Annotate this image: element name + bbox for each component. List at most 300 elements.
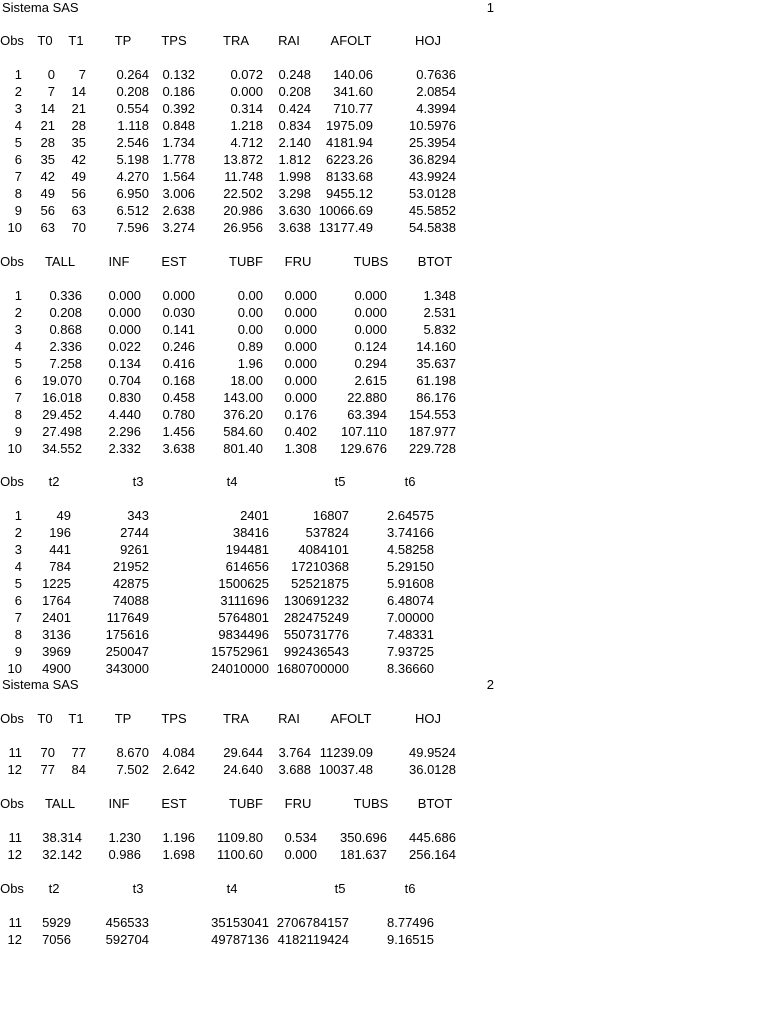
table-cell: 7.48331 xyxy=(387,627,434,642)
table-cell: 35153041 xyxy=(211,915,269,930)
table-header-row xyxy=(0,711,470,728)
table-cell: 0.000 xyxy=(108,322,141,337)
table-row xyxy=(0,135,470,152)
table-cell: 2.140 xyxy=(278,135,311,150)
column-header: TALL xyxy=(44,796,76,811)
column-header: TUBS xyxy=(353,796,389,811)
table-cell: 5 xyxy=(14,135,22,150)
table-cell: 1.218 xyxy=(230,118,263,133)
table-cell: 2.296 xyxy=(108,424,141,439)
table-cell: 2 xyxy=(14,84,22,99)
table-cell: 63 xyxy=(71,203,86,218)
table-cell: 175616 xyxy=(105,627,149,642)
table-header-row xyxy=(0,474,470,491)
table-cell: 10 xyxy=(7,220,22,235)
table-cell: 11239.09 xyxy=(319,745,373,760)
page-number: 1 xyxy=(486,0,494,15)
table-cell: 9261 xyxy=(120,542,149,557)
table-cell: 107.110 xyxy=(340,424,387,439)
table-cell: 7.258 xyxy=(49,356,82,371)
table-cell: 19.070 xyxy=(42,373,82,388)
table-row xyxy=(0,67,470,84)
table-cell: 0.834 xyxy=(278,118,311,133)
table-cell: 2.336 xyxy=(49,339,82,354)
table-cell: 29.452 xyxy=(42,407,82,422)
table-cell: 8 xyxy=(14,407,22,422)
table-cell: 0.000 xyxy=(354,305,387,320)
table-cell: 0.416 xyxy=(162,356,195,371)
table-cell: 63.394 xyxy=(347,407,387,422)
table-row xyxy=(0,508,470,525)
page-number: 2 xyxy=(486,677,494,692)
table-cell: 5.198 xyxy=(116,152,149,167)
table-cell: 9455.12 xyxy=(326,186,373,201)
table-cell: 11 xyxy=(8,915,22,930)
table-cell: 2.531 xyxy=(423,305,456,320)
table-cell: 15752961 xyxy=(211,644,269,659)
table-cell: 0.392 xyxy=(162,101,195,116)
table-cell: 350.696 xyxy=(340,830,387,845)
table-row xyxy=(0,932,470,949)
table-cell: 0.072 xyxy=(230,67,263,82)
table-cell: 9 xyxy=(14,424,22,439)
table-cell: 1225 xyxy=(42,576,71,591)
table-cell: 17210368 xyxy=(291,559,349,574)
table-cell: 4.58258 xyxy=(387,542,434,557)
table-cell: 1500625 xyxy=(218,576,269,591)
table-cell: 3.274 xyxy=(162,220,195,235)
table-cell: 1.456 xyxy=(162,424,195,439)
table-cell: 0.000 xyxy=(162,288,195,303)
table-cell: 3.298 xyxy=(278,186,311,201)
table-cell: 11 xyxy=(8,745,22,760)
table-cell: 8 xyxy=(14,186,22,201)
table-cell: 10066.69 xyxy=(318,203,373,218)
table-cell: 4181.94 xyxy=(326,135,373,150)
table-cell: 2401 xyxy=(42,610,71,625)
table-cell: 24010000 xyxy=(211,661,269,676)
table-cell: 0.248 xyxy=(278,67,311,82)
table-cell: 3.006 xyxy=(162,186,195,201)
table-cell: 28 xyxy=(40,135,55,150)
table-cell: 0.186 xyxy=(162,84,195,99)
table-cell: 4.084 xyxy=(162,745,195,760)
table-cell: 3.764 xyxy=(278,745,311,760)
table-row xyxy=(0,220,470,237)
table-cell: 2.332 xyxy=(108,441,141,456)
table-cell: 592704 xyxy=(105,932,149,947)
table-cell: 53.0128 xyxy=(409,186,456,201)
table-cell: 1.196 xyxy=(162,830,195,845)
table-cell: 4.3994 xyxy=(416,101,456,116)
table-cell: 49 xyxy=(40,186,55,201)
column-header: t5 xyxy=(334,881,346,896)
table-cell: 42875 xyxy=(112,576,149,591)
table-cell: 13.872 xyxy=(223,152,263,167)
table-cell: 1764 xyxy=(42,593,71,608)
table-cell: 6.512 xyxy=(116,203,149,218)
table-row xyxy=(0,288,470,305)
table-cell: 1109.80 xyxy=(216,830,263,845)
table-cell: 38.314 xyxy=(42,830,82,845)
table-cell: 537824 xyxy=(305,525,349,540)
table-cell: 5.29150 xyxy=(387,559,434,574)
column-header: AFOLT xyxy=(330,33,372,48)
column-header: AFOLT xyxy=(330,711,372,726)
table-cell: 11.748 xyxy=(224,169,263,184)
table-cell: 1.998 xyxy=(278,169,311,184)
table-cell: 86.176 xyxy=(416,390,456,405)
table-cell: 0 xyxy=(47,67,55,82)
table-cell: 16807 xyxy=(312,508,349,523)
table-cell: 21 xyxy=(71,101,86,116)
table-cell: 0.208 xyxy=(116,84,149,99)
column-header: TP xyxy=(114,33,132,48)
table-cell: 84 xyxy=(71,762,86,777)
table-cell: 3.638 xyxy=(162,441,195,456)
table-cell: 10 xyxy=(7,661,22,676)
table-cell: 0.89 xyxy=(237,339,263,354)
page-header xyxy=(0,0,500,17)
table-row xyxy=(0,339,470,356)
table-cell: 0.000 xyxy=(284,288,317,303)
column-header: T0 xyxy=(37,711,53,726)
table-cell: 7.00000 xyxy=(387,610,434,625)
table-cell: 26.956 xyxy=(223,220,263,235)
table-cell: 710.77 xyxy=(333,101,373,116)
table-cell: 614656 xyxy=(225,559,269,574)
table-cell: 3.74166 xyxy=(387,525,434,540)
table-cell: 36.8294 xyxy=(409,152,456,167)
table-cell: 784 xyxy=(49,559,71,574)
table-row xyxy=(0,305,470,322)
table-cell: 22.880 xyxy=(347,390,387,405)
table-cell: 32.142 xyxy=(42,847,82,862)
table-cell: 0.208 xyxy=(49,305,82,320)
column-header: TRA xyxy=(223,711,249,726)
table-cell: 9834496 xyxy=(218,627,269,642)
table-row xyxy=(0,847,470,864)
table-cell: 24.640 xyxy=(223,762,263,777)
table-cell: 5764801 xyxy=(218,610,269,625)
table-cell: 74088 xyxy=(112,593,149,608)
table-cell: 1.698 xyxy=(162,847,195,862)
table-cell: 2744 xyxy=(120,525,149,540)
table-cell: 49787136 xyxy=(211,932,269,947)
table-cell: 61.198 xyxy=(416,373,456,388)
column-header: TUBF xyxy=(229,254,263,269)
table-cell: 35 xyxy=(40,152,55,167)
table-cell: 5.832 xyxy=(423,322,456,337)
table-cell: 22.502 xyxy=(223,186,263,201)
table-cell: 4900 xyxy=(42,661,71,676)
column-header: t5 xyxy=(334,474,346,489)
table-cell: 42 xyxy=(40,169,55,184)
column-header: Obs xyxy=(0,474,24,489)
table-cell: 250047 xyxy=(105,644,149,659)
table-cell: 1.734 xyxy=(162,135,195,150)
table-cell: 282475249 xyxy=(283,610,349,625)
table-cell: 140.06 xyxy=(333,67,373,82)
table-cell: 376.20 xyxy=(223,407,263,422)
table-cell: 1.348 xyxy=(423,288,456,303)
column-header: Obs xyxy=(0,881,24,896)
table-cell: 7 xyxy=(78,67,86,82)
column-header: TP xyxy=(114,711,132,726)
table-row xyxy=(0,441,470,458)
table-cell: 8 xyxy=(14,627,22,642)
column-header: HOJ xyxy=(415,711,441,726)
table-cell: 20.986 xyxy=(223,203,263,218)
table-cell: 3 xyxy=(14,322,22,337)
table-cell: 550731776 xyxy=(283,627,349,642)
table-row xyxy=(0,610,470,627)
table-cell: 5929 xyxy=(42,915,71,930)
table-cell: 194481 xyxy=(225,542,269,557)
table-cell: 1.118 xyxy=(117,118,149,133)
column-header: INF xyxy=(108,254,130,269)
table-cell: 4182119424 xyxy=(277,932,349,947)
table-header-row xyxy=(0,796,470,813)
table-cell: 801.40 xyxy=(223,441,263,456)
table-row xyxy=(0,424,470,441)
table-cell: 12 xyxy=(7,932,22,947)
table-cell: 0.000 xyxy=(108,288,141,303)
column-header: EST xyxy=(161,796,187,811)
table-cell: 45.5852 xyxy=(409,203,456,218)
table-cell: 9 xyxy=(14,203,22,218)
column-header: t3 xyxy=(132,474,144,489)
table-cell: 0.7636 xyxy=(416,67,456,82)
table-cell: 0.868 xyxy=(49,322,82,337)
table-cell: 0.000 xyxy=(284,356,317,371)
table-cell: 34.552 xyxy=(42,441,82,456)
table-cell: 8133.68 xyxy=(326,169,373,184)
column-header: T1 xyxy=(68,33,84,48)
table-cell: 4 xyxy=(14,559,22,574)
table-row xyxy=(0,373,470,390)
column-header: TPS xyxy=(161,33,187,48)
table-cell: 3.630 xyxy=(278,203,311,218)
table-cell: 0.176 xyxy=(284,407,317,422)
table-cell: 0.134 xyxy=(108,356,141,371)
column-header: t2 xyxy=(48,474,60,489)
table-cell: 196 xyxy=(49,525,71,540)
column-header: TUBF xyxy=(229,796,263,811)
table-cell: 9.16515 xyxy=(387,932,434,947)
table-row xyxy=(0,322,470,339)
column-header: FRU xyxy=(284,796,312,811)
table-cell: 456533 xyxy=(105,915,149,930)
table-cell: 2.638 xyxy=(162,203,195,218)
table-cell: 0.141 xyxy=(162,322,195,337)
table-cell: 0.780 xyxy=(162,407,195,422)
table-cell: 13177.49 xyxy=(318,220,373,235)
table-cell: 11 xyxy=(8,830,22,845)
table-cell: 2706784157 xyxy=(276,915,349,930)
column-header: T1 xyxy=(68,711,84,726)
table-cell: 2 xyxy=(14,525,22,540)
table-row xyxy=(0,830,470,847)
column-header: EST xyxy=(161,254,187,269)
table-cell: 14 xyxy=(40,101,55,116)
column-header: FRU xyxy=(284,254,312,269)
table-cell: 3 xyxy=(14,542,22,557)
table-row xyxy=(0,356,470,373)
table-cell: 0.132 xyxy=(162,67,195,82)
table-cell: 7.596 xyxy=(116,220,149,235)
table-cell: 130691232 xyxy=(283,593,349,608)
table-cell: 1.778 xyxy=(162,152,195,167)
table-cell: 1.308 xyxy=(284,441,317,456)
column-header: TPS xyxy=(161,711,187,726)
table-cell: 49 xyxy=(71,169,86,184)
table-cell: 70 xyxy=(71,220,86,235)
column-header: Obs xyxy=(0,254,24,269)
column-header: Obs xyxy=(0,33,24,48)
table-cell: 0.022 xyxy=(108,339,141,354)
table-cell: 229.728 xyxy=(409,441,456,456)
table-cell: 12 xyxy=(7,847,22,862)
table-cell: 3111696 xyxy=(220,593,269,608)
table-cell: 6.48074 xyxy=(387,593,434,608)
column-header: HOJ xyxy=(415,33,441,48)
table-cell: 0.00 xyxy=(237,305,263,320)
table-cell: 0.986 xyxy=(108,847,141,862)
table-cell: 63 xyxy=(40,220,55,235)
table-cell: 49 xyxy=(56,508,71,523)
table-cell: 7.93725 xyxy=(387,644,434,659)
table-cell: 10 xyxy=(7,441,22,456)
table-row xyxy=(0,644,470,661)
table-cell: 6 xyxy=(14,373,22,388)
column-header: TALL xyxy=(44,254,76,269)
table-row xyxy=(0,84,470,101)
table-cell: 0.264 xyxy=(116,67,149,82)
table-row xyxy=(0,915,470,932)
table-cell: 584.60 xyxy=(223,424,263,439)
table-cell: 16.018 xyxy=(42,390,82,405)
table-cell: 52521875 xyxy=(291,576,349,591)
table-header-row xyxy=(0,254,470,271)
table-cell: 0.124 xyxy=(354,339,387,354)
table-cell: 1.564 xyxy=(162,169,195,184)
table-cell: 341.60 xyxy=(333,84,373,99)
table-cell: 9 xyxy=(14,644,22,659)
table-row xyxy=(0,576,470,593)
table-cell: 129.676 xyxy=(340,441,387,456)
table-cell: 56 xyxy=(40,203,55,218)
table-cell: 3969 xyxy=(42,644,71,659)
table-cell: 1.96 xyxy=(237,356,263,371)
table-cell: 0.336 xyxy=(49,288,82,303)
table-cell: 5.91608 xyxy=(387,576,434,591)
table-cell: 8.670 xyxy=(116,745,149,760)
column-header: TUBS xyxy=(353,254,389,269)
table-cell: 8.77496 xyxy=(387,915,434,930)
table-cell: 43.9924 xyxy=(409,169,456,184)
column-header: BTOT xyxy=(417,796,453,811)
table-cell: 6223.26 xyxy=(326,152,373,167)
table-cell: 35.637 xyxy=(416,356,456,371)
table-cell: 2.615 xyxy=(354,373,387,388)
table-cell: 12 xyxy=(7,762,22,777)
table-cell: 0.704 xyxy=(108,373,141,388)
table-cell: 0.294 xyxy=(354,356,387,371)
table-cell: 5 xyxy=(14,576,22,591)
column-header: RAI xyxy=(278,711,300,726)
table-header-row xyxy=(0,33,470,50)
column-header: Obs xyxy=(0,796,24,811)
table-cell: 3 xyxy=(14,101,22,116)
table-cell: 143.00 xyxy=(223,390,263,405)
table-cell: 5 xyxy=(14,356,22,371)
table-cell: 187.977 xyxy=(409,424,456,439)
table-cell: 0.534 xyxy=(284,830,317,845)
table-cell: 0.848 xyxy=(162,118,195,133)
table-cell: 0.000 xyxy=(230,84,263,99)
table-cell: 3.638 xyxy=(278,220,311,235)
table-cell: 0.208 xyxy=(278,84,311,99)
table-cell: 27.498 xyxy=(42,424,82,439)
table-cell: 0.424 xyxy=(278,101,311,116)
table-cell: 154.553 xyxy=(409,407,456,422)
table-cell: 0.830 xyxy=(108,390,141,405)
table-row xyxy=(0,169,470,186)
table-cell: 0.246 xyxy=(162,339,195,354)
table-cell: 7056 xyxy=(42,932,71,947)
table-cell: 56 xyxy=(71,186,86,201)
table-cell: 0.000 xyxy=(108,305,141,320)
table-cell: 441 xyxy=(49,542,71,557)
table-cell: 343000 xyxy=(105,661,149,676)
table-cell: 10.5976 xyxy=(409,118,456,133)
table-cell: 4 xyxy=(14,118,22,133)
table-row xyxy=(0,152,470,169)
table-cell: 3136 xyxy=(42,627,71,642)
table-cell: 18.00 xyxy=(230,373,263,388)
table-cell: 77 xyxy=(71,745,86,760)
table-cell: 77 xyxy=(40,762,55,777)
table-row xyxy=(0,559,470,576)
table-cell: 7 xyxy=(14,169,22,184)
table-cell: 1680700000 xyxy=(276,661,349,676)
table-cell: 3.688 xyxy=(278,762,311,777)
table-cell: 2.642 xyxy=(162,762,195,777)
column-header: t2 xyxy=(48,881,60,896)
table-cell: 0.000 xyxy=(284,847,317,862)
table-header-row xyxy=(0,881,470,898)
table-row xyxy=(0,118,470,135)
table-cell: 0.00 xyxy=(237,288,263,303)
table-row xyxy=(0,407,470,424)
table-cell: 0.000 xyxy=(284,305,317,320)
table-cell: 1.230 xyxy=(108,830,141,845)
table-cell: 1.812 xyxy=(278,152,311,167)
column-header: t3 xyxy=(132,881,144,896)
table-cell: 1 xyxy=(14,67,22,82)
table-cell: 0.000 xyxy=(354,288,387,303)
table-cell: 38416 xyxy=(232,525,269,540)
table-cell: 2401 xyxy=(240,508,269,523)
table-cell: 7 xyxy=(14,390,22,405)
table-cell: 0.00 xyxy=(237,322,263,337)
table-cell: 0.030 xyxy=(162,305,195,320)
table-row xyxy=(0,745,470,762)
table-cell: 28 xyxy=(71,118,86,133)
table-cell: 992436543 xyxy=(283,644,349,659)
table-cell: 0.000 xyxy=(284,339,317,354)
